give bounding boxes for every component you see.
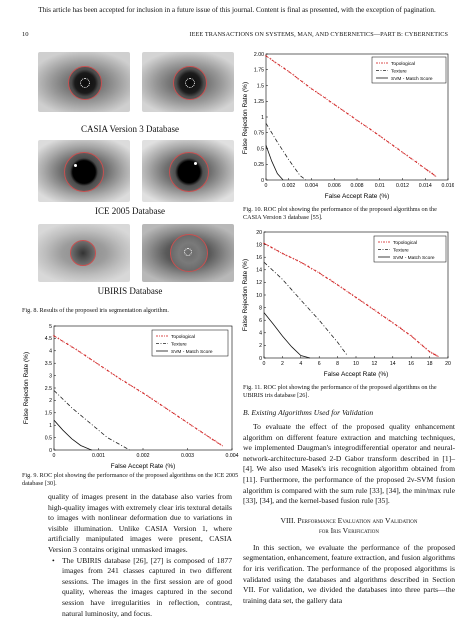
- eye-image-ubiris-left: [38, 224, 130, 282]
- fig9-data-point: +: [132, 385, 136, 391]
- fig10-data-point: +: [273, 59, 277, 65]
- fig10-xtick-label: 0.01: [374, 183, 385, 189]
- fig9-data-point: +: [141, 390, 145, 396]
- fig9-legend-label: Texture: [171, 342, 187, 348]
- acceptance-banner: This article has been accepted for inclusion in a future issue of this journal. Content is final as presented, with the exception of pagination.: [38, 6, 436, 14]
- fig9-data-point: +: [92, 359, 96, 365]
- fig10-data-point: +: [301, 79, 304, 85]
- fig10-data-point: +: [310, 86, 313, 92]
- fig9-ylabel: False Rejection Rate (%): [23, 351, 30, 425]
- fig9-data-point: +: [61, 338, 65, 344]
- fig9-data-point: +: [70, 344, 74, 350]
- fig10-xtick-label: 0.016: [441, 183, 454, 189]
- fig9-caption: Fig. 9. ROC plot showing the performance of the proposed algorithms on the ICE 2005 database [30].: [22, 472, 239, 487]
- fig9-data-point: +: [146, 393, 149, 399]
- fig10-data-point: +: [405, 153, 409, 159]
- fig11-data-point: +: [362, 300, 365, 306]
- fig11-data-point: +: [321, 272, 325, 278]
- fig11-data-point: +: [288, 254, 292, 260]
- fig9-data-point: +: [88, 356, 91, 362]
- fig9-data-point: +: [208, 435, 212, 441]
- fig10-data-point: +: [287, 69, 291, 75]
- fig10-ylabel: False Rejection Rate (%): [242, 81, 249, 155]
- fig9-xlabel: False Accept Rate (%): [110, 463, 176, 470]
- fig11-data-point: +: [406, 330, 409, 336]
- fig9-chart: [20, 318, 240, 470]
- fig10-data-point: +: [319, 92, 322, 98]
- fig11-data-point: +: [347, 290, 350, 296]
- eye-image-ice-right: [142, 140, 234, 202]
- fig11-data-point: +: [430, 350, 433, 356]
- subsection-heading: B. Existing Algorithms Used for Validation: [243, 408, 374, 417]
- fig10-data-point: +: [430, 171, 434, 177]
- fig11-data-point: +: [284, 252, 288, 258]
- fig9-data-point: +: [128, 382, 131, 388]
- fig11-data-point: +: [336, 282, 339, 288]
- fig11-caption: Fig. 11. ROC plot showing the performance of the proposed algorithms on the UBIRIS iris database [26].: [243, 384, 437, 399]
- fig9-ytick-label: 0.5: [44, 435, 52, 442]
- fig10-data-point: +: [423, 166, 427, 172]
- fig10-data-point: +: [314, 89, 318, 95]
- fig11-data-point: +: [384, 315, 387, 321]
- fig10-data-point: +: [364, 124, 368, 130]
- fig11-data-point: +: [299, 259, 303, 265]
- fig10-xtick-label: 0.002: [282, 183, 296, 189]
- fig11-xtick-label: 10: [353, 361, 359, 367]
- fig9-data-point: +: [137, 387, 140, 393]
- fig9-ytick-label: 0: [49, 447, 52, 454]
- db-label-ice: ICE 2005 Database: [95, 206, 165, 216]
- fig11-data-point: +: [365, 302, 369, 308]
- fig10-xtick-label: 0.004: [305, 183, 318, 189]
- fig9-xtick-label: 0.004: [225, 453, 239, 459]
- eye-image-casia-right: [142, 52, 234, 112]
- fig10-data-point: +: [378, 133, 382, 139]
- fig9-ytick-label: 3: [49, 373, 52, 380]
- fig9-xtick-label: 0.001: [92, 453, 105, 459]
- fig10-data-point: +: [278, 62, 281, 68]
- fig11-chart: [240, 226, 454, 378]
- fig9-ytick-label: 1: [49, 423, 52, 429]
- fig9-ytick-label: 4.5: [44, 336, 52, 343]
- fig11-data-point: +: [273, 246, 277, 252]
- fig9-ytick-label: 3.5: [44, 361, 52, 367]
- fig9-data-point: +: [219, 442, 222, 448]
- fig10-data-point: +: [291, 72, 295, 78]
- fig10-data-point: +: [410, 156, 413, 162]
- fig10-data-point: +: [387, 140, 391, 146]
- fig10-xtick-label: 0.006: [327, 183, 341, 189]
- fig11-data-point: +: [281, 251, 284, 257]
- fig10-xtick-label: 0.008: [350, 183, 364, 189]
- fig11-data-point: +: [262, 240, 266, 246]
- fig10-data-point: +: [328, 98, 332, 104]
- fig11-xtick-label: 2: [280, 361, 284, 367]
- fig9-data-point: +: [106, 367, 109, 373]
- fig11-data-point: +: [376, 310, 380, 316]
- fig11-data-point: +: [266, 242, 270, 248]
- fig9-data-point: +: [177, 414, 180, 420]
- fig9-data-point: +: [123, 379, 127, 385]
- fig11-ytick-label: 14: [256, 267, 262, 274]
- fig11-data-point: +: [277, 249, 281, 255]
- fig10-data-point: +: [414, 159, 418, 165]
- fig11-data-point: +: [325, 275, 328, 281]
- section-title-line2: for Iris Verification: [318, 526, 379, 536]
- ubiris-bullet: • The UBIRIS database [26], [27] is composed of 1877 images from 241 classes captured in two different sessions. The images in the first session are of good quality, whereas the images captured in the second session have irregularities in reflection, contrast, natural luminosity, and focus.: [62, 556, 232, 620]
- fig11-ytick-label: 10: [256, 292, 262, 299]
- db-label-ubiris: UBIRIS Database: [97, 286, 163, 296]
- fig9-data-point: +: [83, 353, 87, 359]
- fig11-data-point: +: [424, 346, 428, 352]
- fig11-ytick-label: 2: [259, 343, 262, 350]
- fig11-ytick-label: 20: [256, 229, 262, 236]
- fig11-xtick-label: 14: [389, 361, 396, 367]
- right-column-text: [243, 408, 455, 606]
- fig10-xtick-label: 0.012: [396, 183, 409, 189]
- fig9-data-point: +: [203, 432, 207, 438]
- fig9-data-point: +: [66, 341, 69, 347]
- fig9-data-point: +: [186, 420, 189, 426]
- fig9-xtick-label: 0.002: [136, 453, 150, 459]
- fig11-xtick-label: 12: [371, 361, 378, 367]
- fig10-legend-label: Texture: [391, 69, 407, 75]
- fig11-data-point: +: [435, 353, 439, 359]
- fig10-xtick-label: 0.014: [418, 183, 432, 189]
- fig11-legend-label: SVM - Match Score: [393, 255, 435, 261]
- fig11-data-point: +: [398, 325, 402, 331]
- fig10-ytick-label: 0: [261, 177, 264, 184]
- fig9-data-point: +: [52, 333, 56, 339]
- fig9-legend-label: SVM - Match Score: [171, 349, 213, 355]
- fig9-data-point: +: [101, 365, 105, 371]
- left-column-text: [48, 492, 232, 619]
- fig10-xtick-label: 0: [264, 183, 268, 189]
- fig10-ytick-label: 1.5: [256, 83, 264, 90]
- fig9-data-point: +: [150, 396, 154, 402]
- fig11-data-point: +: [387, 317, 391, 323]
- fig11-ytick-label: 8: [259, 305, 262, 312]
- fig11-data-point: +: [369, 305, 373, 311]
- fig9-data-point: +: [159, 402, 163, 408]
- fig10-data-point: +: [351, 114, 354, 120]
- fig9-data-point: +: [114, 373, 118, 379]
- fig9-data-point: +: [181, 417, 185, 423]
- fig10-data-point: +: [401, 149, 404, 155]
- section-heading: [243, 516, 455, 537]
- fig11-legend-label: Texture: [393, 248, 409, 254]
- eye-image-ubiris-right: [142, 224, 234, 282]
- fig11-xtick-label: 8: [336, 361, 340, 367]
- fig9-legend-label: Topological: [171, 334, 196, 340]
- fig10-data-point: +: [382, 136, 386, 142]
- left-paragraph: quality of images present in the database also varies from high-quality images with extremely clear iris textural details to images with nonlinear deformation due to variations in visible illumination. Unlike CASIA Version 1, where artificially manipulated images were present, CASIA Version 3 contains original unmasked images.: [48, 492, 232, 554]
- fig9-xtick-label: 0.003: [181, 453, 194, 459]
- fig9-data-point: +: [74, 347, 78, 353]
- fig9-xtick-label: 0: [52, 453, 56, 459]
- fig11-ylabel: False Rejection Rate (%): [242, 258, 249, 332]
- fig9-data-point: +: [190, 423, 194, 429]
- fig10-data-point: +: [355, 117, 359, 123]
- fig10-data-point: +: [269, 56, 272, 62]
- running-head: IEEE TRANSACTIONS ON SYSTEMS, MAN, AND CYBERNETICS—PART B: CYBERNETICS: [189, 31, 448, 38]
- section-number: VIII.: [280, 515, 296, 525]
- fig11-data-point: +: [409, 333, 413, 339]
- fig11-data-point: +: [373, 307, 376, 313]
- fig11-data-point: +: [350, 292, 354, 298]
- right-paragraph-1: To evaluate the effect of the proposed quality enhancement algorithm on different feature extraction and matching techniques, we implemented Daugman's integrodifferential operator and neural-network-architecture-based 2-D Gabor transform described in [1]–[4]. We also used Masek's iris recognition algorithm obtained from [11]. Furthermore, the performance of the proposed 2ν-SVM fusion algorithm is compared with the sum rule [33], [34], the min/max rule [33], [34], and the kernel-based fusion rule [35].: [243, 422, 455, 506]
- fig10-chart: [240, 50, 454, 200]
- fig11-data-point: +: [317, 270, 321, 276]
- fig10-data-point: +: [369, 127, 372, 133]
- fig9-ytick-label: 5: [49, 323, 52, 330]
- fig10-data-point: +: [428, 169, 432, 175]
- right-paragraph-2: In this section, we evaluate the performance of the proposed segmentation, enhancement, feature extraction, and fusion algorithms for iris verification. The performance of the proposed algorithms is validated using the databases and algorithms described in Section VII. For validation, we divided the databases into three parts—the training data set, the gallery data: [243, 542, 455, 605]
- fig11-data-point: +: [328, 277, 332, 283]
- fig11-ytick-label: 0: [259, 355, 262, 362]
- fig10-data-point: +: [342, 108, 345, 114]
- fig11-ytick-label: 6: [259, 318, 262, 324]
- fig9-data-point: +: [119, 376, 123, 382]
- fig11-data-point: +: [314, 268, 317, 274]
- fig9-data-point: +: [57, 336, 60, 342]
- fig9-data-point: +: [195, 426, 198, 432]
- fig11-data-point: +: [292, 256, 295, 262]
- fig10-data-point: +: [305, 82, 309, 88]
- fig11-data-point: +: [332, 280, 336, 286]
- fig11-ytick-label: 16: [256, 255, 262, 261]
- section-title-line1: Performance Evaluation and Validation: [297, 515, 418, 525]
- fig11-xlabel: False Accept Rate (%): [323, 371, 389, 378]
- fig9-data-point: +: [199, 429, 203, 435]
- fig11-ytick-label: 12: [256, 280, 262, 287]
- fig11-data-point: +: [428, 349, 431, 355]
- fig11-data-point: +: [431, 351, 435, 357]
- fig9-data-point: +: [163, 405, 167, 411]
- fig11-data-point: +: [310, 266, 314, 272]
- eye-image-ice-left: [38, 140, 130, 202]
- fig11-data-point: +: [395, 322, 398, 328]
- fig9-ytick-label: 2: [49, 398, 52, 405]
- fig11-data-point: +: [402, 328, 406, 334]
- fig9-data-point: +: [172, 411, 176, 417]
- fig10-data-point: +: [392, 143, 395, 149]
- fig10-data-point: +: [419, 162, 423, 168]
- fig11-data-point: +: [391, 320, 395, 326]
- fig11-data-point: +: [433, 352, 437, 358]
- fig9-data-point: +: [213, 438, 217, 444]
- page-number: 10: [22, 31, 29, 38]
- fig10-legend-label: SVM - Match Score: [391, 76, 433, 82]
- fig10-data-point: +: [346, 111, 350, 117]
- fig11-xtick-label: 20: [445, 361, 451, 367]
- fig8-caption: Fig. 8. Results of the proposed iris segmentation algorithm.: [22, 307, 169, 314]
- fig11-legend-label: Topological: [393, 240, 418, 246]
- fig11-data-point: +: [413, 336, 417, 342]
- fig11-xtick-label: 4: [299, 361, 303, 367]
- fig10-legend-label: Topological: [391, 61, 416, 67]
- fig11-xtick-label: 18: [426, 361, 433, 367]
- fig11-data-point: +: [343, 287, 347, 293]
- fig11-ytick-label: 4: [259, 330, 262, 337]
- fig11-data-point: +: [306, 264, 310, 270]
- fig10-data-point: +: [296, 76, 300, 82]
- eye-image-casia-left: [38, 52, 130, 112]
- fig11-data-point: +: [295, 258, 299, 264]
- fig10-caption: Fig. 10. ROC plot showing the performance of the proposed algorithms on the CASIA Version 3 database [55].: [243, 206, 437, 221]
- db-label-casia: CASIA Version 3 Database: [80, 124, 180, 134]
- fig9-ytick-label: 2.5: [44, 385, 52, 392]
- fig10-ytick-label: 1.25: [253, 99, 264, 106]
- fig10-xlabel: False Accept Rate (%): [324, 193, 390, 200]
- fig10-data-point: +: [360, 120, 363, 126]
- fig8-panel: [26, 46, 234, 296]
- fig9-data-point: +: [168, 408, 172, 414]
- fig11-data-point: +: [354, 295, 358, 301]
- fig11-ytick-label: 18: [256, 242, 262, 249]
- fig10-data-point: +: [337, 105, 341, 111]
- fig10-ytick-label: 0.5: [256, 146, 264, 153]
- fig11-data-point: +: [270, 244, 273, 250]
- fig9-data-point: +: [79, 350, 83, 356]
- fig9-data-point: +: [97, 362, 100, 368]
- fig10-ytick-label: 2.00: [253, 51, 264, 58]
- fig9-ytick-label: 4: [49, 348, 52, 355]
- fig11-data-point: +: [303, 261, 306, 267]
- fig10-ytick-label: 1: [261, 114, 264, 121]
- fig10-data-point: +: [373, 130, 377, 136]
- fig10-data-point: +: [433, 172, 436, 178]
- fig10-data-point: +: [396, 146, 400, 152]
- fig10-ytick-label: 0.75: [253, 130, 264, 137]
- fig9-data-point: +: [211, 436, 214, 442]
- fig11-data-point: +: [417, 339, 420, 345]
- fig10-ytick-label: 0.25: [253, 162, 264, 169]
- fig11-xtick-label: 6: [317, 361, 321, 367]
- fig10-ytick-label: 1.75: [253, 67, 264, 74]
- fig11-xtick-label: 0: [262, 361, 266, 367]
- fig9-data-point: +: [110, 370, 114, 376]
- fig11-xtick-label: 16: [408, 361, 415, 367]
- fig10-data-point: +: [332, 102, 336, 107]
- fig11-data-point: +: [380, 312, 384, 318]
- fig11-data-point: +: [358, 297, 362, 303]
- fig10-data-point: +: [426, 167, 429, 173]
- fig11-data-point: +: [339, 285, 343, 291]
- fig9-data-point: +: [155, 399, 158, 405]
- fig9-ytick-label: 1.5: [44, 410, 52, 417]
- fig10-data-point: +: [264, 53, 268, 59]
- fig9-data-point: +: [216, 440, 220, 446]
- fig10-data-point: +: [323, 95, 327, 101]
- fig11-data-point: +: [420, 343, 424, 348]
- fig10-data-point: +: [282, 66, 286, 72]
